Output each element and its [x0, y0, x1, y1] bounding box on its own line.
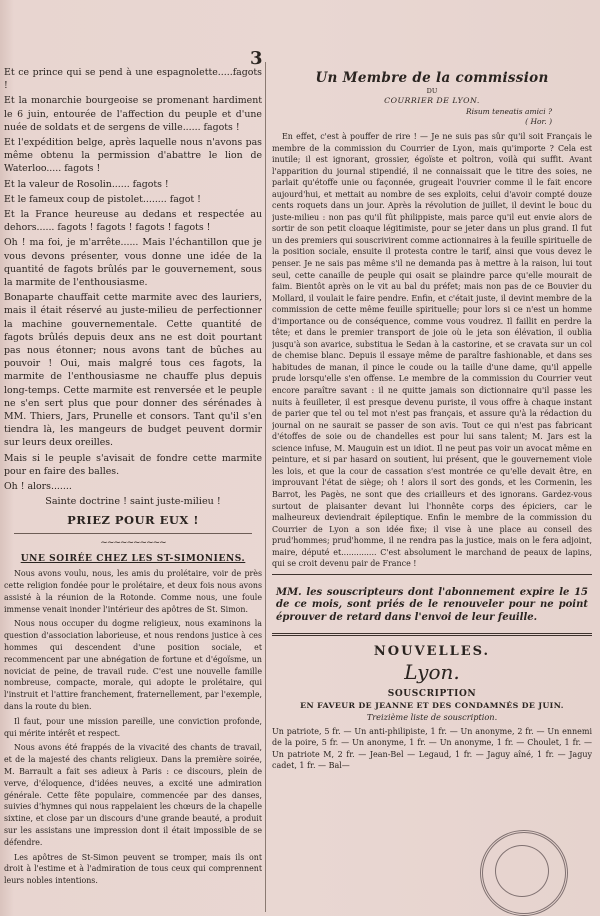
intro-line: Et la valeur de Rosolin...... fagots ! — [4, 178, 169, 190]
right-column — [272, 66, 592, 906]
intro-line: Mais si le peuple s'avisait de fondre cette marmite pour en faire des balles. — [4, 452, 262, 477]
epigraph-source: ( Hor. ) — [525, 117, 552, 126]
page-number: 3 — [250, 48, 263, 69]
souscription-subheading: EN FAVEUR DE JEANNE ET DES CONDAMNÉS DE JUIN. — [300, 700, 564, 710]
headline-courier: COURRIER DE LYON. — [384, 96, 480, 105]
intro-line: Oh ! ma foi, je m'arrête...... Mais l'échantillon que je vous devons présenter, vous donne une idée de la quantité de fagots brûlés par le gouvernement, sous la marmite de l'enthousiasme. — [4, 237, 262, 289]
headline-du: DU — [426, 87, 438, 95]
soiree-paragraph: Nous nous occuper du dogme religieux, nous examinons la question d'association laborieuse, et nous rendons justice à ces hommes qui descendent d'une position sociale, et recommencent par une abnégation de fortune et d'égoïsme, un noviciat de peine, de travail rude. C'est une nouvelle famille nombreuse, compacte, morale, qui adopte le prolétaire, qui l'instruit et l'attire franchement, fraternellement, par l'exemple, dans la route du bien. — [4, 619, 262, 712]
intro-line: Et la France heureuse au dedans et respectée au dehors...... fagots ! fagots ! fagots ! fagots ! — [4, 209, 262, 234]
left-column — [4, 66, 262, 906]
intro-line: Et ce prince qui se pend à une espagnolette.....fagots ! — [4, 67, 262, 92]
ornament: ~~~~~~~~~~ — [100, 538, 166, 549]
soiree-paragraph: Les apôtres de St-Simon peuvent se tromper, mais ils ont droit à l'estime et à l'admiration de tous ceux qui comprennent leurs nobles intentions. — [4, 852, 262, 886]
lyon-heading: Lyon. — [404, 659, 460, 684]
divider — [14, 533, 252, 534]
intro-line: Oh ! alors....... — [4, 481, 72, 493]
prier-line: PRIEZ POUR EUX ! — [67, 513, 199, 528]
subscription-list: Un patriote, 5 fr. — Un anti-philipiste, 1 fr. — Un anonyme, 2 fr. — Un ennemi de la poire, 5 fr. — Un anonyme, 1 fr. — Un anonyme, 1 fr. — Choulet, 1 fr. — Un patriote M, 2 fr. — Jean-Bel — Legaud, 1 fr. — Jaguy aîné, 1 fr. — Jaguy cadet, 1 fr. — Bal— — [272, 726, 592, 771]
soiree-paragraph: Nous avons voulu, nous, les amis du prolétaire, voir de près cette religion fondée pour le prolétaire, et deux fois nous avons assisté à la réunion de la Rotonde. Comme nous, une foule immense venait inonder l'intérieur des apôtres de St. Simon. — [4, 569, 262, 614]
column-rule — [265, 62, 266, 912]
intro-line: Bonaparte chauffait cette marmite avec des lauriers, mais il était réservé au juste-milieu de perfectionner la machine gouvernementale. Cette quantité de fagots brûlés depuis deux ans ne est doit pourtant pas nous étonner; nous avons tant de bûches au pouvoir ! Oui, mais malgré tous ces fagots, la marmite de l'enthousiasme ne chauffe plus depuis long-temps. Cette marmite est renversée et le peuple ne s'en sert plus que pour donner des sérénades à MM. Thiers, Jars, Prunelle et consors. Tant qu'il s'en tiendra là, les mangeurs de budget peuvent dormir sur leurs deux oreilles. — [4, 292, 262, 449]
epigraph: Risum teneatis amici ? — [465, 107, 552, 116]
soiree-paragraph: Il faut, pour une mission pareille, une conviction profonde, qui mérite intérêt et respect. — [4, 716, 262, 738]
list-title: Treizième liste de souscription. — [366, 711, 498, 722]
soiree-paragraph: Nous avons été frappés de la vivacité des chants de travail, et de la majesté des chants religieux. Dans la première soirée, M. Barrault a fait ses adieux à Paris : ce discours, plein de verve, d'éloquence, d'idées neuves, a excité une admiration générale. Cette fête populaire, commencée par des danses, suivies d'hymnes qui nous rappelaient les chœurs de la chapelle sixtine, et close par un discours d'une grande beauté, a produit sur les assistans une impression dont il était impossible de se défendre. — [4, 743, 262, 847]
article-paragraph: En effet, c'est à pouffer de rire ! — Je ne suis pas sûr qu'il soit Français le membre de la commission du Courrier de Lyon, mais qu'importe ? Cela est inutile; il est ignorant, grossier, égoïste et poltron, voilà qui suffit. Avant l'apparition du journal stipendié, il ne connaissait que le titre des soies, ne parlait qu'étoffe unie ou façonnée, grugeait l'ouvrier comme il le fait encore aujourd'hui, et mettait au nombre de ses exploits, celui d'avoir compté douze cents roquets dans un jour. Après la révolution de juillet, il devint le bouc du juste-milieu : non pas qu'il fût philippiste, mais parce qu'il eut envie alors de sortir de son petit cloaque légitimiste, pour se jeter dans un plus grand. Il fut un des premiers qui souscrivirent comme actionnaires à la feuille spirituelle de la position sociale, ensuite il protesta contre le tarif, ainsi que vous devez le penser. Je ne sais pas même s'il ne demanda pas à mettre à la raison, lui tout seul, cette canaille de peuple qui osait se plaindre parce qu'elle mourait de faim. Bientôt après on le vit au bal du préfet; mais non pas de ce Bouvier du Mollard, il voulait le faire pendre. Enfin, et c'était juste, il devint membre de la commission de cette même feuille spirituelle; pour lors si ce n'est un homme d'importance ou de conséquence, comme vous voudrez. Il faillit en perdre la tête; et dans le premier transport de joie où le jeta son élévation, il oublia jusqu'à son avarice, substitua le Sedan à la castorine, et se cravata sur un col de chemise blanc. Depuis il essaye même de paraître fashionable, et dans ses habitudes de manan, il pince le coude ou la taille d'une dame, qu'il appelle prude lorsqu'elle s'en offense. Le membre de la commission du Courrier veut encore paraître savant : il ne quitte jamais son dictionnaire qu'il passe les nuits à feuilleter, il est presque devenu puriste, il vous offre à chaque instant de parier que tel ou tel mot n'est pas français, et assure qu'à la rédaction du journal on ne saurait se passer de son avis. Tout ce qui n'est pas fabricant d'étoffes de soie ou de chandelles est pour lui sans talent; M. Jars est la science infuse, M. Mauguin est un idiot. Il ne peut pas voir un avocat même en peinture, et si par hasard on soutient, lui présent, que le gouvernement viole les lois, et que la cour de cassation s'est montrée ce qu'elle devait être, en improuvant l'état de siège; oh ! alors il sort des gonds, et les Cormenin, les Barrot, les Pagès, ne sont que des criailleurs et des ignorans. Gardez-vous surtout de plaisanter devant lui l'honnête corps des épiciers, car le malheureux deviendrait épileptique. Enfin le membre de la commission du Courrier de Lyon a son idée fixe; il vise à une place au conseil des prud'hommes; prud'homme, il ne rendra pas la justice, mais on le fera adjoint, maire, député et.............. C'est absolument le marchand de peaux de lapins, qui se croit devenu pair de France ! — [272, 132, 592, 569]
intro-line: Et la monarchie bourgeoise se promenant hardiment le 6 juin, entourée de l'affection du peuple et d'une nuée de soldats et de sergens de ville...... fagots ! — [4, 95, 262, 133]
soiree-title: UNE SOIRÉE CHEZ LES ST-SIMONIENS. — [20, 554, 246, 565]
intro-line: Et le fameux coup de pistolet........ fagot ! — [4, 193, 201, 205]
double-rule — [272, 633, 592, 636]
article-headline: Un Membre de la commission — [315, 70, 549, 86]
divider — [272, 574, 592, 575]
intro-line: Et l'expédition belge, après laquelle nous n'avons pas même obtenu la permission d'abattre le lion de Waterloo..... fagots ! — [4, 137, 262, 175]
nouvelles-heading: NOUVELLES. — [373, 643, 491, 659]
subscriber-notice: MM. les souscripteurs dont l'abonnement expire le 15 de ce mois, sont priés de le renouveler pour ne point éprouver de retard dans l'envoi de leur feuille. — [276, 586, 588, 623]
sainte-line: Sainte doctrine ! saint juste-milieu ! — [45, 496, 221, 508]
library-stamp — [480, 830, 568, 916]
souscription-heading: SOUSCRIPTION — [387, 688, 477, 699]
